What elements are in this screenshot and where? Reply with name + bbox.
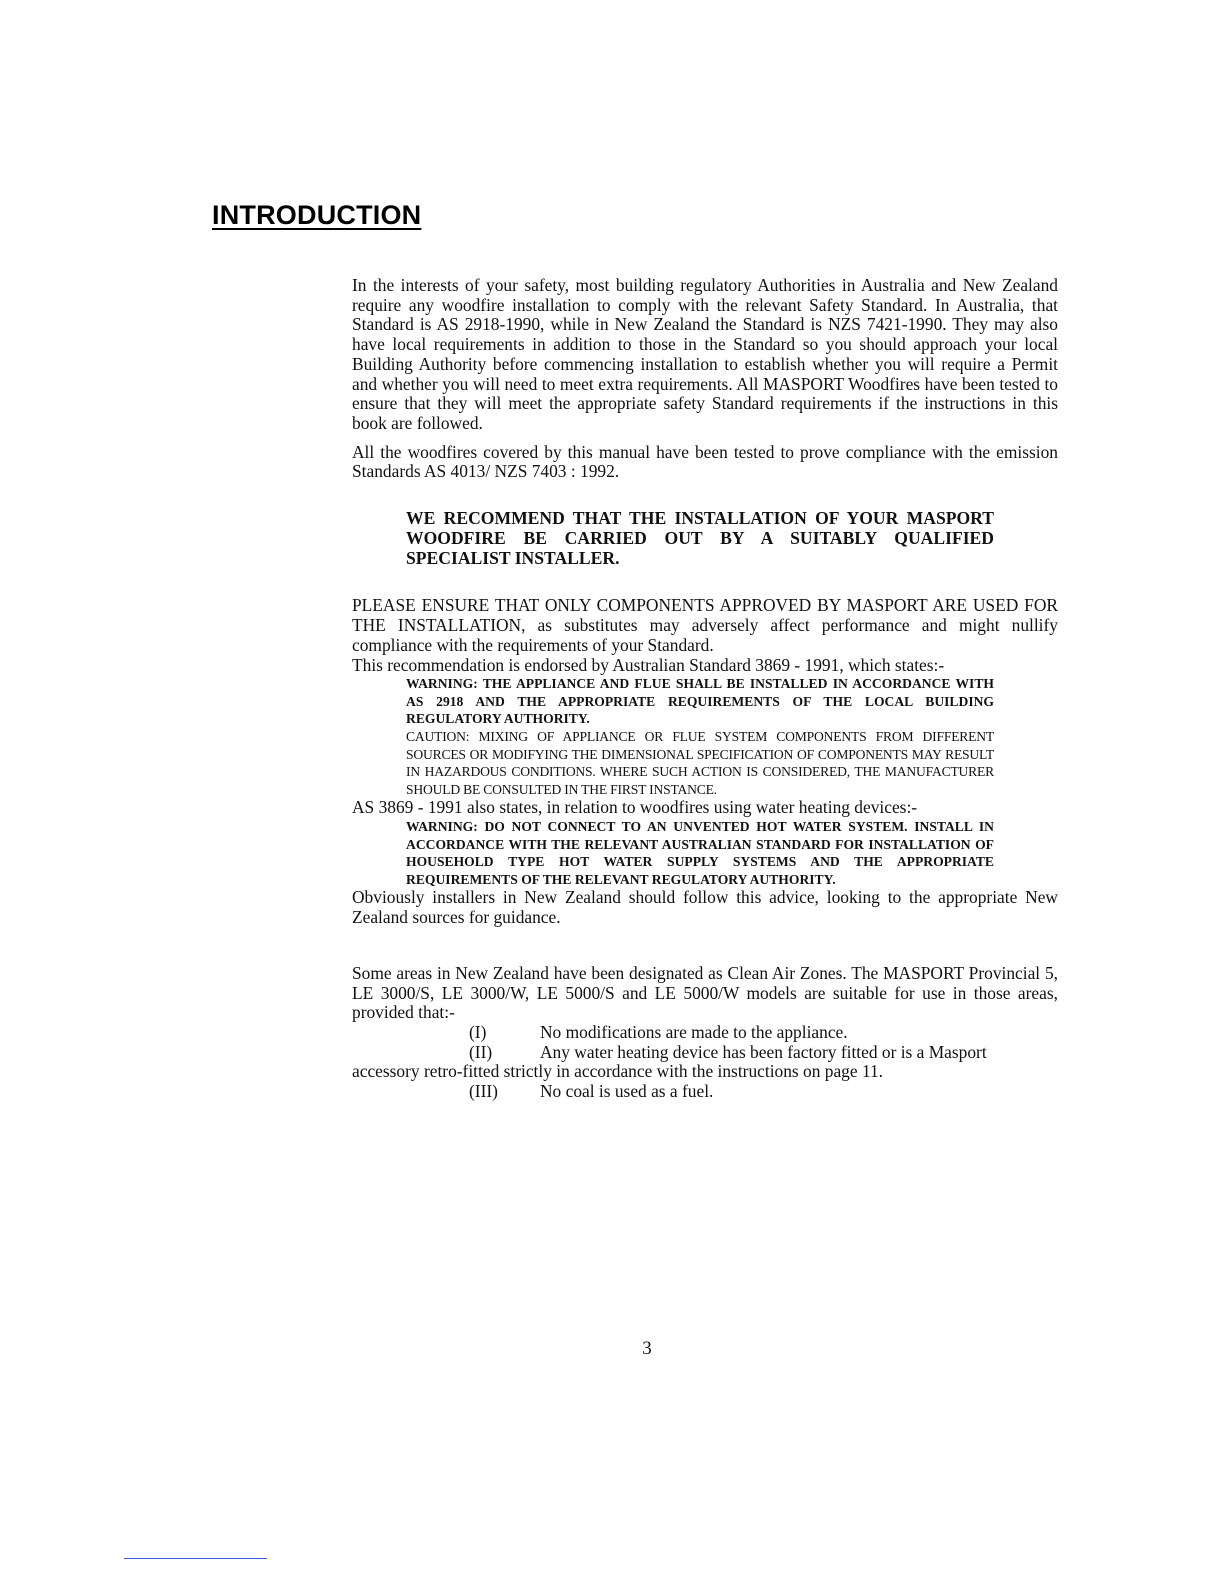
footer-rule	[124, 1558, 267, 1559]
body-text	[352, 276, 1058, 1102]
list-item-text: No modifications are made to the appliance.	[540, 1021, 848, 1042]
list-item-text: No coal is used as a fuel.	[540, 1081, 714, 1102]
list-item-number: (III)	[469, 1081, 498, 1102]
page-number: 3	[642, 1338, 652, 1359]
conditions-list	[352, 1023, 1058, 1102]
list-item	[352, 1023, 1058, 1043]
safety-paragraph: In the interests of your safety, most building regulatory Authorities in Australia and New Zealand require any woodfire installation to comply with the relevant Safety Standard. In Australia, that Standard is AS 2918-1990, while in New Zealand the Standard is NZS 7421-1990. They may also have local requirements in addition to those in the Standard so you should approach your local Building Authority before commencing installation to establish whether you will require a Permit and whether you will need to meet extra requirements. All MASPORT Woodfires have been tested to ensure that they will meet the appropriate safety Standard requirements if the instructions in this book are followed.	[352, 275, 1058, 433]
caution-mixing: CAUTION: MIXING OF APPLIANCE OR FLUE SYSTEM COMPONENTS FROM DIFFERENT SOURCES OR MODIFYING THE DIMENSIONAL SPECIFICATION OF COMPONENTS MAY RESULT IN HAZARDOUS CONDITIONS. WHERE SUCH ACTION IS CONSIDERED, THE MANUFACTURER SHOULD BE CONSULTED IN THE FIRST INSTANCE.	[406, 729, 994, 797]
warning-water: WARNING: DO NOT CONNECT TO AN UNVENTED HOT WATER SYSTEM. INSTALL IN ACCORDANCE WITH THE RELEVANT AUSTRALIAN STANDARD FOR INSTALLATION OF HOUSEHOLD TYPE HOT WATER SUPPLY SYSTEMS AND THE APPROPRIATE REQUIREMENTS OF THE RELEVANT REGULATORY AUTHORITY.	[406, 819, 994, 887]
list-item-continuation: accessory retro-fitted strictly in accordance with the instructions on page 11.	[352, 1061, 884, 1082]
clean-air-paragraph: Some areas in New Zealand have been designated as Clean Air Zones. The MASPORT Provincial 5, LE 3000/S, LE 3000/W, LE 5000/S and LE 5000/W models are suitable for use in those areas, provided that:-	[352, 962, 1058, 1023]
list-item-number: (II)	[469, 1041, 493, 1062]
emission-paragraph: All the woodfires covered by this manual have been tested to prove compliance with the emission Standards AS 4013/ NZS 7403 : 1992.	[352, 441, 1058, 482]
list-item-number: (I)	[469, 1021, 487, 1042]
list-item	[352, 1082, 1058, 1102]
installer-recommendation: WE RECOMMEND THAT THE INSTALLATION OF YOUR MASPORT WOODFIRE BE CARRIED OUT BY A SUITABLY QUALIFIED SPECIALIST INSTALLER.	[406, 508, 994, 568]
components-paragraph: PLEASE ENSURE THAT ONLY COMPONENTS APPROVED BY MASPORT ARE USED FOR THE INSTALLATION, as substitutes may adversely affect performance and might nullify compliance with the requirements of your Standard.	[352, 595, 1058, 655]
list-item	[352, 1043, 1058, 1082]
water-heating-lead: AS 3869 - 1991 also states, in relation to woodfires using water heating devices:-	[352, 797, 918, 818]
endorsement-lead: This recommendation is endorsed by Australian Standard 3869 - 1991, which states:-	[352, 654, 945, 675]
new-zealand-paragraph: Obviously installers in New Zealand should follow this advice, looking to the appropriate New Zealand sources for guidance.	[352, 887, 1058, 928]
list-item-text: Any water heating device has been factory fitted or is a Masport	[540, 1041, 987, 1062]
warning-flue: WARNING: THE APPLIANCE AND FLUE SHALL BE INSTALLED IN ACCORDANCE WITH AS 2918 AND THE APPROPRIATE REQUIREMENTS OF THE LOCAL BUILDING REGULATORY AUTHORITY.	[406, 676, 994, 727]
page-title: INTRODUCTION	[212, 200, 422, 230]
